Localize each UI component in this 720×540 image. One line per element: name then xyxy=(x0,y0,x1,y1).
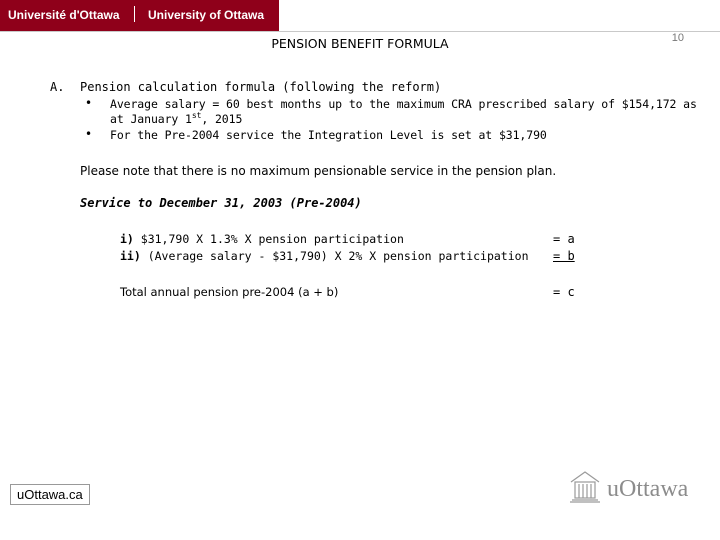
formula-row: ii) (Average salary - $31,790) X 2% X pension participation xyxy=(120,249,529,263)
bullet-text-continued: at January 1st, 2015 xyxy=(110,111,243,126)
bullet-text: Average salary = 60 best months up to the maximum CRA prescribed salary of $154,172 as xyxy=(110,97,697,111)
slide-title: PENSION BENEFIT FORMULA xyxy=(271,36,449,51)
pensionable-service-note: Please note that there is no maximum pensionable service in the pension plan. xyxy=(80,164,557,178)
uottawa-logo-text: uOttawa xyxy=(607,476,689,502)
formula-row: i) $31,790 X 1.3% X pension participation xyxy=(120,232,404,246)
formula-result: = b xyxy=(553,249,575,263)
brand-french: Université d'Ottawa xyxy=(8,8,120,22)
brand-separator xyxy=(134,6,135,22)
section-letter: A. xyxy=(50,80,65,94)
brand-bar xyxy=(0,0,279,31)
section-heading: Pension calculation formula (following the reform) xyxy=(80,80,442,94)
bullet-marker: • xyxy=(85,96,93,110)
total-result: = c xyxy=(553,285,575,299)
university-building-icon xyxy=(567,468,603,504)
bullet-marker: • xyxy=(85,127,93,141)
website-badge: uOttawa.ca xyxy=(10,484,90,505)
formula-result: = a xyxy=(553,232,575,246)
page-number: 10 xyxy=(671,32,684,44)
header-divider xyxy=(0,31,720,32)
bullet-text: For the Pre-2004 service the Integration Level is set at $31,790 xyxy=(110,128,547,142)
service-heading: Service to December 31, 2003 (Pre-2004) xyxy=(80,196,362,210)
brand-english: University of Ottawa xyxy=(148,8,265,22)
total-row: Total annual pension pre-2004 (a + b) xyxy=(120,285,339,299)
